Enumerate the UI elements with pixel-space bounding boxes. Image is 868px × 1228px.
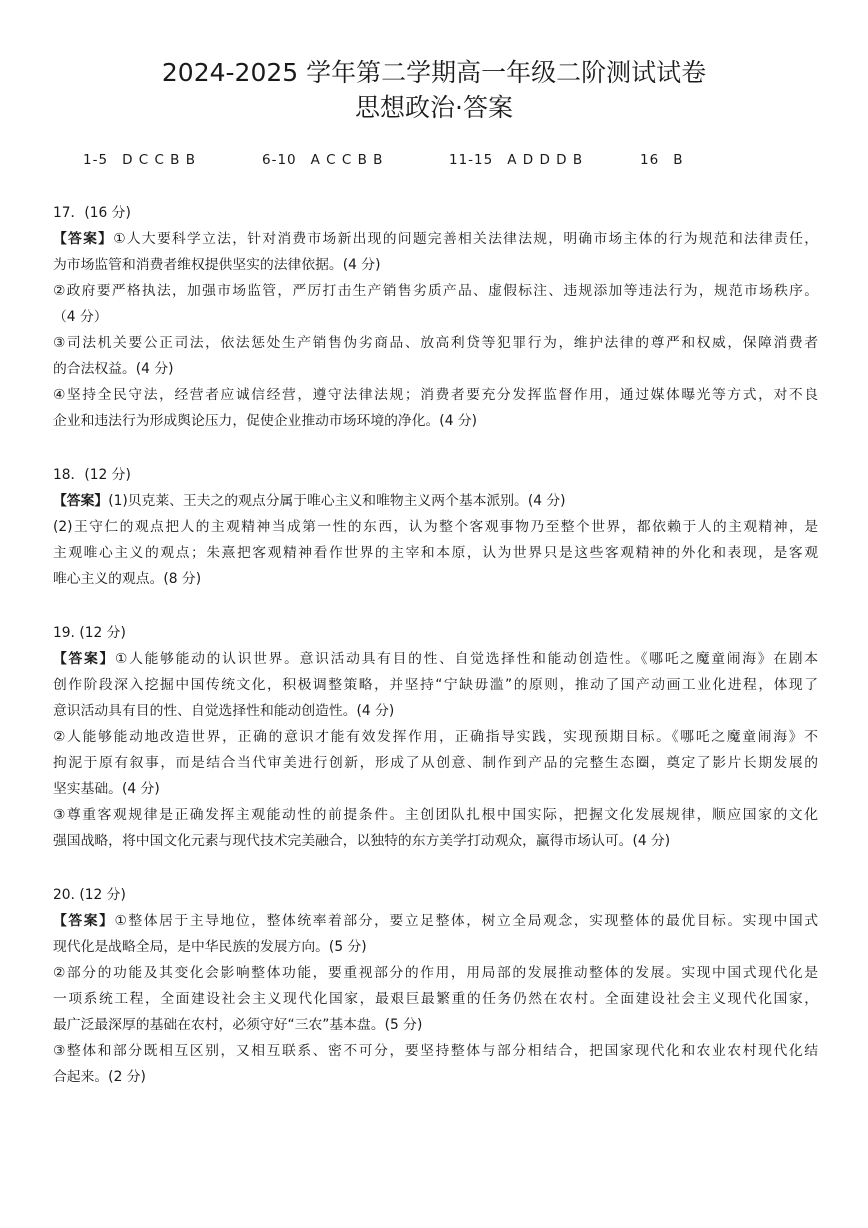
choice-answers: B — [673, 152, 684, 168]
answer-line: 拘泥于原有叙事，而是结合当代审美进行创新，形成了从创意、制作到产品的完整生态圈，奠定了影片长期发展的 — [53, 755, 818, 771]
choice-answers-row — [0, 150, 868, 170]
answer-line: （4 分） — [53, 309, 108, 325]
page-subtitle: 思想政治·答案 — [355, 93, 513, 122]
answer-line: 合起来。(2 分) — [53, 1069, 146, 1085]
answer-line: 的合法权益。(4 分) — [53, 361, 174, 377]
choice-group-6-10 — [262, 150, 383, 170]
answer-line: ③整体和部分既相互区别，又相互联系、密不可分，要坚持整体与部分相结合，把国家现代化和农业农村现代化结 — [53, 1043, 818, 1059]
answer-text: ①整体居于主导地位，整体统率着部分，要立足整体，树立全局观念，实现整体的最优目标。实现中国式 — [114, 913, 819, 929]
question-heading: 18．(12 分) — [53, 467, 131, 483]
answer-line: ③尊重客观规律是正确发挥主观能动性的前提条件。主创团队扎根中国实际，把握文化发展规律，顺应国家的文化 — [53, 807, 818, 823]
choice-group-1-5 — [83, 150, 196, 170]
answer-line: ③司法机关要公正司法，依法惩处生产销售伪劣商品、放高利贷等犯罪行为，维护法律的尊严和权威，保障消费者 — [53, 335, 818, 351]
choice-range: 1-5 — [83, 152, 109, 168]
choice-range: 6-10 — [262, 152, 297, 168]
answer-line: 现代化是战略全局，是中华民族的发展方向。(5 分) — [53, 939, 367, 955]
question-18 — [53, 462, 818, 592]
answer-line — [53, 488, 818, 514]
answer-line: ②部分的功能及其变化会影响整体功能，要重视部分的作用，用局部的发展推动整体的发展。实现中国式现代化是 — [53, 965, 818, 981]
page-title: 2024-2025 学年第二学期高一年级二阶测试试卷 — [161, 58, 707, 87]
answer-tag: 【答案】 — [53, 493, 109, 509]
answer-line: ②人能够能动地改造世界，正确的意识才能有效发挥作用，正确指导实践，实现预期目标。《哪吒之魔童闹海》不 — [53, 729, 818, 745]
answer-line — [53, 646, 818, 672]
answer-text: ①人大要科学立法，针对消费市场新出现的问题完善相关法律法规，明确市场主体的行为规范和法律责任， — [113, 231, 818, 247]
answer-line: 坚实基础。(4 分) — [53, 781, 160, 797]
choice-answers: A D D D B — [507, 152, 584, 168]
answer-tag: 【答案】 — [53, 651, 116, 667]
answer-line: 为市场监管和消费者维权提供坚实的法律依据。(4 分) — [53, 257, 381, 273]
question-17 — [53, 200, 818, 434]
choice-group-16 — [640, 150, 683, 170]
choice-range: 16 — [640, 152, 660, 168]
question-heading: 20. (12 分) — [53, 887, 126, 903]
answer-line: 一项系统工程，全面建设社会主义现代化国家，最艰巨最繁重的任务仍然在农村。全面建设社会主义现代化国家， — [53, 991, 818, 1007]
question-20 — [53, 882, 818, 1090]
choice-answers: D C C B B — [122, 152, 196, 168]
answer-line: 强国战略，将中国文化元素与现代技术完美融合，以独特的东方美学打动观众，赢得市场认可。(4 分) — [53, 833, 671, 849]
answer-line: 最广泛最深厚的基础在农村，必须守好“三农”基本盘。(5 分) — [53, 1017, 423, 1033]
answer-tag: 【答案】 — [53, 231, 114, 247]
answer-line: 主观唯心主义的观点；朱熹把客观精神看作世界的主宰和本原，认为世界只是这些客观精神的外化和表现，是客观 — [53, 545, 818, 561]
answer-line — [53, 908, 818, 934]
answer-tag: 【答案】 — [53, 913, 115, 929]
answer-line: ②政府要严格执法，加强市场监管，严厉打击生产销售劣质产品、虚假标注、违规添加等违法行为，规范市场秩序。 — [53, 283, 818, 299]
choice-answers: A C C B B — [310, 152, 384, 168]
question-heading: 19. (12 分) — [53, 625, 126, 641]
answer-line: (2)王守仁的观点把人的主观精神当成第一性的东西，认为整个客观事物乃至整个世界，都依赖于人的主观精神，是 — [53, 519, 818, 535]
question-heading: 17．(16 分) — [53, 205, 131, 221]
choice-group-11-15 — [449, 150, 583, 170]
answer-line: 企业和违法行为形成舆论压力，促使企业推动市场环境的净化。(4 分) — [53, 413, 478, 429]
answer-line: 唯心主义的观点。(8 分) — [53, 571, 202, 587]
choice-range: 11-15 — [449, 152, 494, 168]
answer-line: ④坚持全民守法，经营者应诚信经营，遵守法律法规；消费者要充分发挥监督作用，通过媒体曝光等方式，对不良 — [53, 387, 818, 403]
answer-text: ①人能够能动的认识世界。意识活动具有目的性、自觉选择性和能动创造性。《哪吒之魔童闹海》在剧本 — [115, 651, 819, 667]
question-19 — [53, 620, 818, 854]
answer-text: (1)贝克莱、王夫之的观点分属于唯心主义和唯物主义两个基本派别。(4 分) — [108, 493, 566, 509]
answer-line: 创作阶段深入挖掘中国传统文化，积极调整策略，并坚持“宁缺毋滥”的原则，推动了国产动画工业化进程，体现了 — [53, 677, 818, 693]
answer-line: 意识活动具有目的性、自觉选择性和能动创造性。(4 分) — [53, 703, 395, 719]
answer-line — [53, 226, 818, 252]
